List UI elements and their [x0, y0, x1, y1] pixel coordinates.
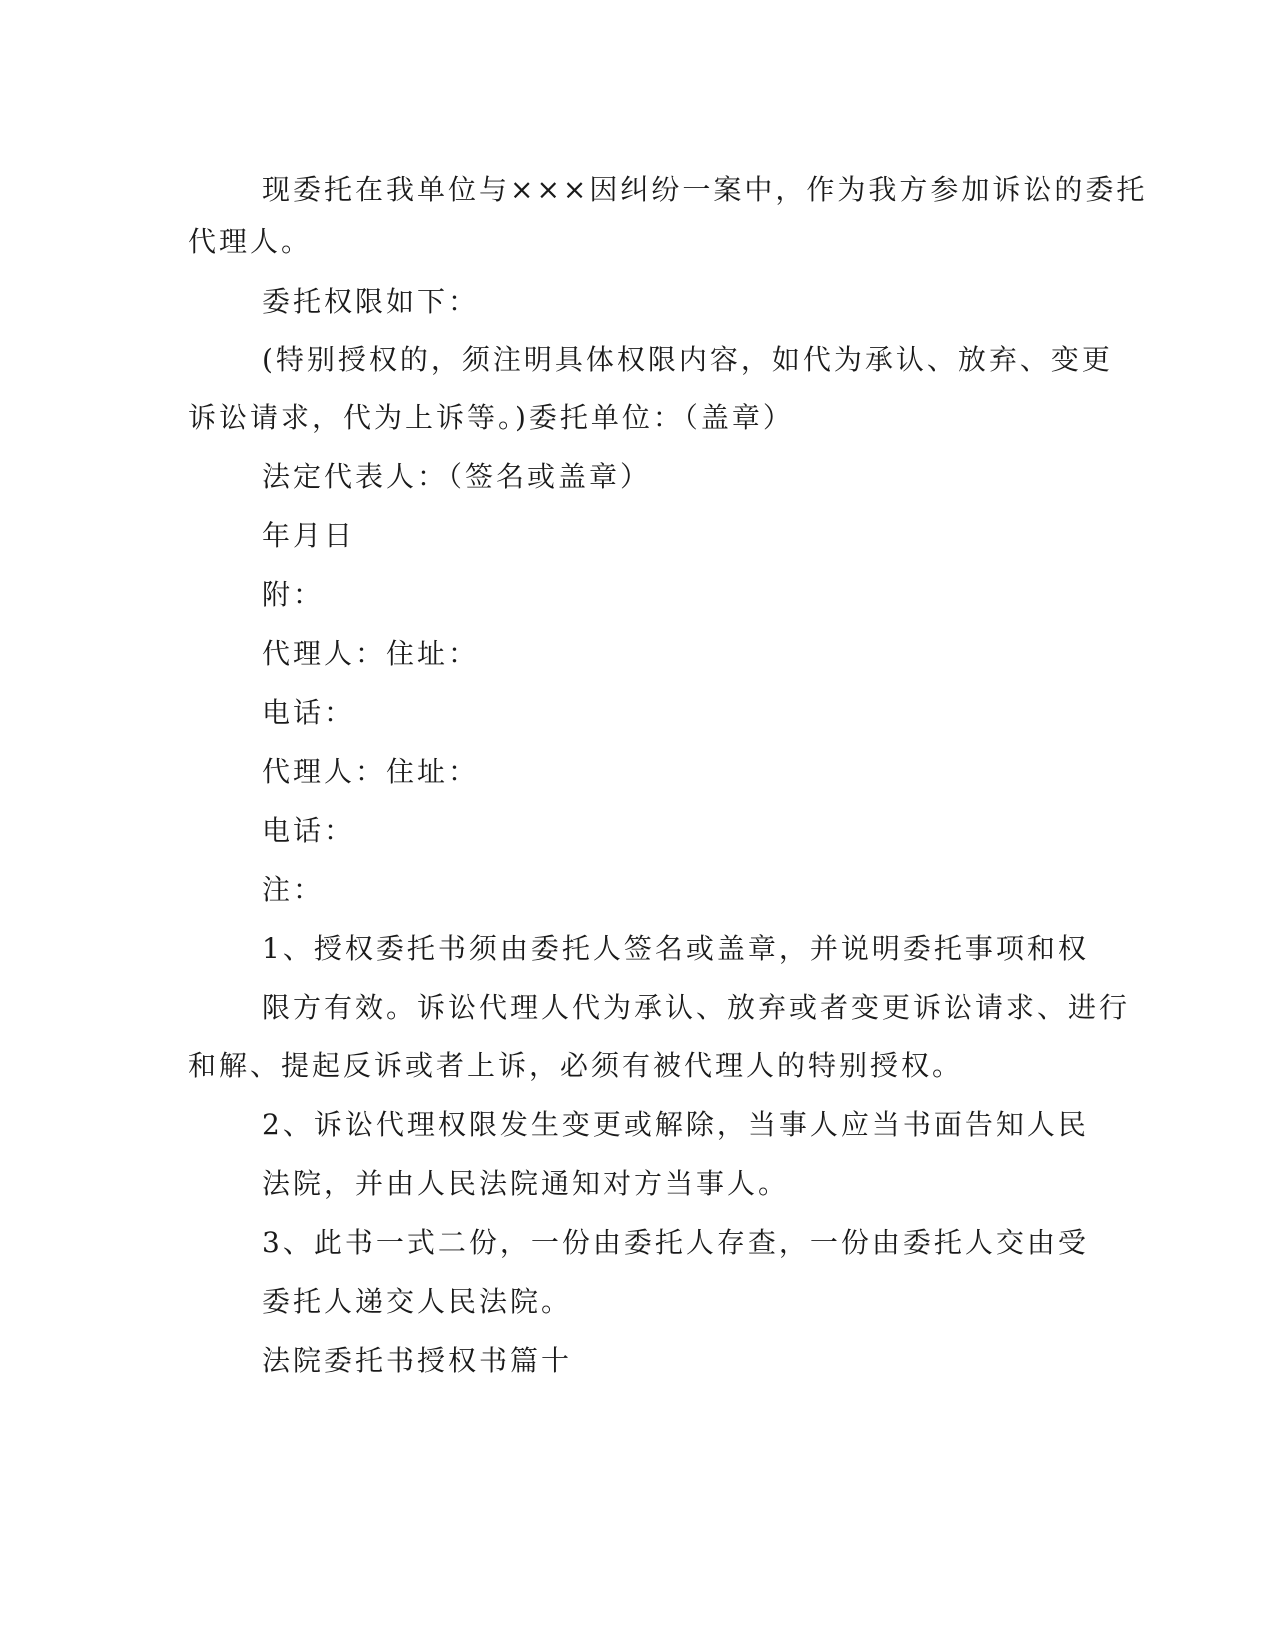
note-item-line: 1、授权委托书须由委托人签名或盖章，并说明委托事项和权 [262, 932, 1089, 965]
attachment-label: 附： [262, 578, 325, 611]
phone-line: 电话： [262, 696, 356, 729]
paragraph-line: 诉讼请求，代为上诉等。)委托单位：（盖章） [188, 401, 794, 434]
section-title: 法院委托书授权书篇十 [262, 1344, 573, 1377]
note-item-line: 2、诉讼代理权限发生变更或解除，当事人应当书面告知人民 [262, 1108, 1089, 1141]
phone-line: 电话： [262, 814, 356, 847]
agent-address-line: 代理人：住址： [262, 755, 480, 788]
paragraph-line: 代理人。 [188, 225, 313, 258]
note-item-line: 和解、提起反诉或者上诉，必须有被代理人的特别授权。 [188, 1049, 964, 1082]
paragraph-line: (特别授权的，须注明具体权限内容，如代为承认、放弃、变更 [262, 343, 1113, 376]
signature-line: 法定代表人：（签名或盖章） [262, 460, 652, 493]
note-item-line: 委托人递交人民法院。 [262, 1285, 573, 1318]
note-item-line: 法院，并由人民法院通知对方当事人。 [262, 1167, 790, 1200]
paragraph-line: 现委托在我单位与×××因纠纷一案中，作为我方参加诉讼的委托 [262, 173, 1148, 206]
agent-address-line: 代理人：住址： [262, 637, 480, 670]
date-line: 年月日 [262, 519, 356, 552]
note-label: 注： [262, 873, 325, 906]
note-item-line: 限方有效。诉讼代理人代为承认、放弃或者变更诉讼请求、进行 [262, 991, 1131, 1024]
note-item-line: 3、此书一式二份，一份由委托人存查，一份由委托人交由受 [262, 1226, 1089, 1259]
section-heading: 委托权限如下： [262, 285, 480, 318]
